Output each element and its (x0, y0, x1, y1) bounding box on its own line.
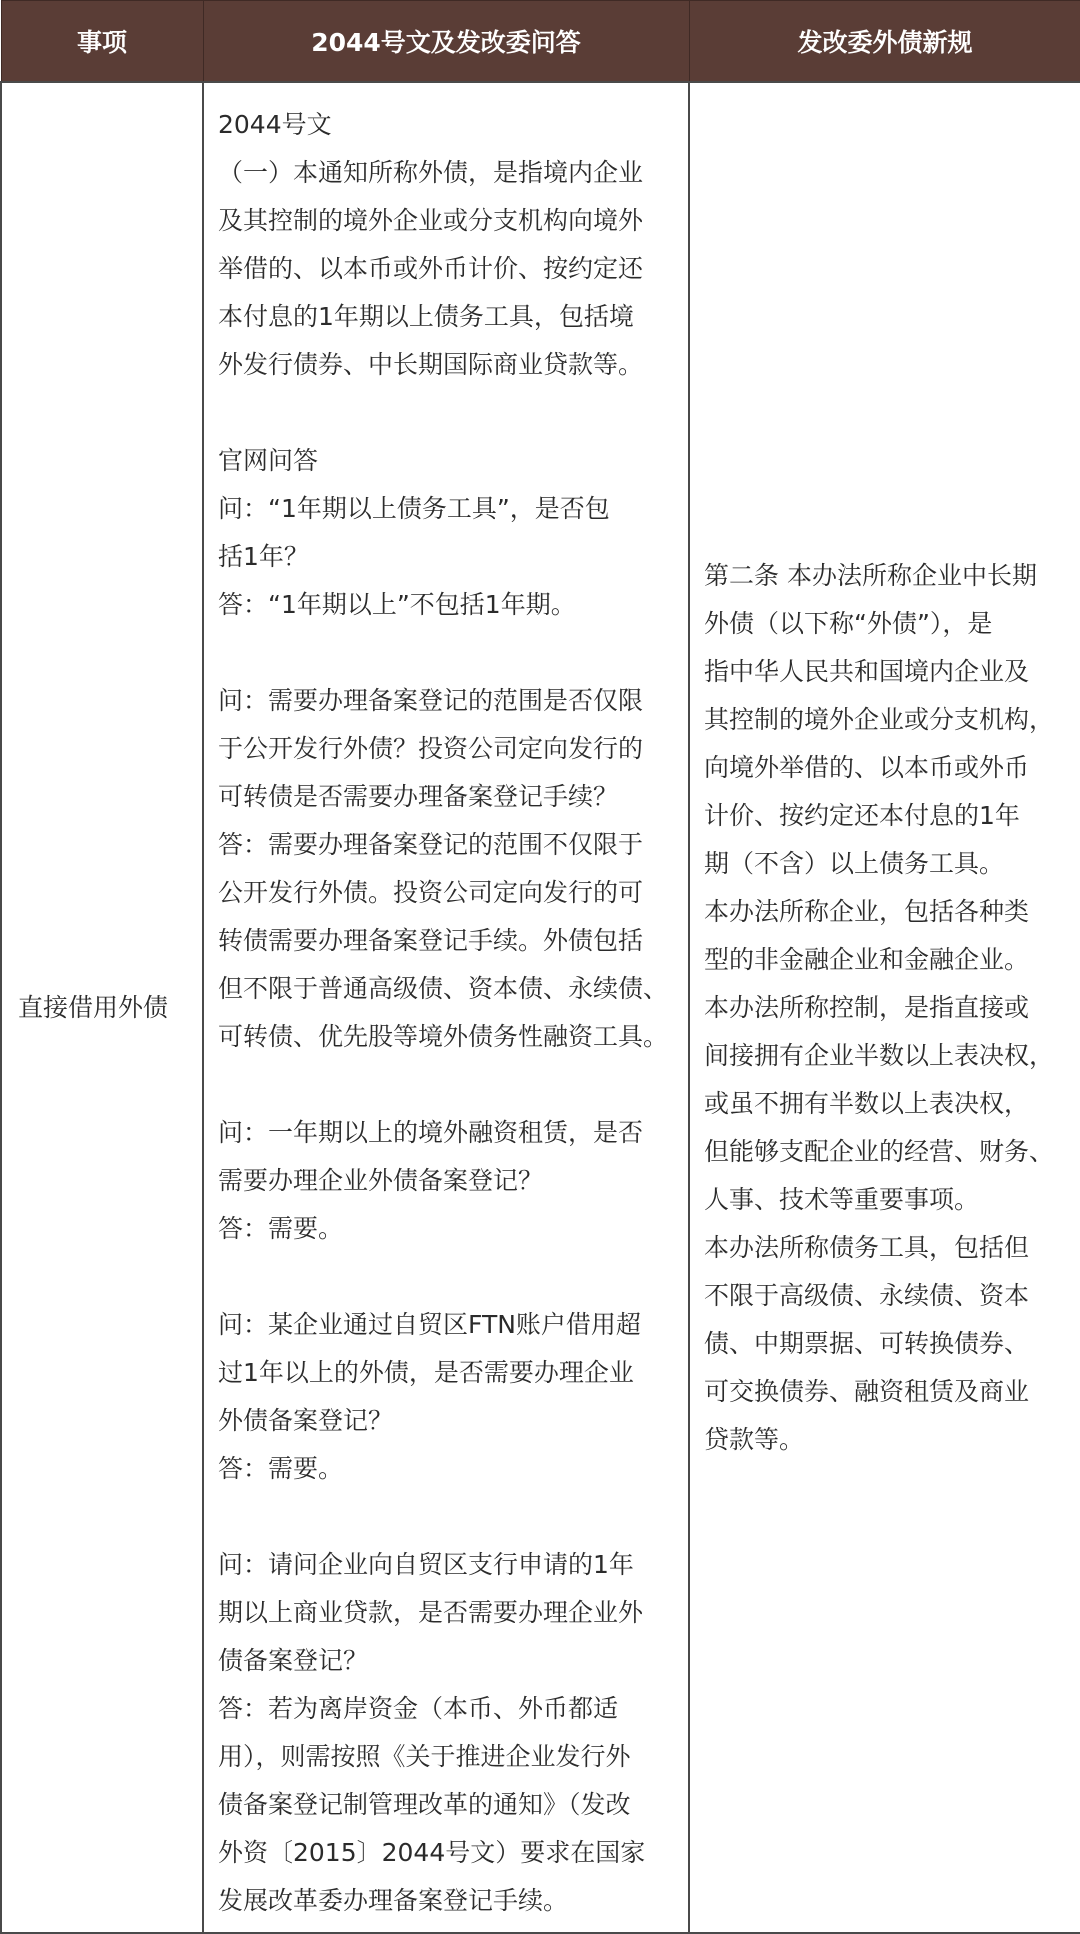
blank-line (218, 389, 688, 437)
text-line: 外债备案登记？ (218, 1405, 394, 1435)
text-line: 问：需要办理备案登记的范围是否仅限 (218, 685, 644, 715)
text-line: 转债需要办理备案登记手续。外债包括 (218, 925, 644, 955)
text-line: 过1年以上的外债，是否需要办理企业 (218, 1357, 634, 1387)
text-line: 债备案登记？ (218, 1645, 369, 1675)
text-line: 贷款等。 (704, 1424, 805, 1454)
text-line: 不限于高级债、永续债、资本 (704, 1280, 1030, 1310)
text-line: 外发行债券、中长期国际商业贷款等。 (218, 349, 644, 379)
text-line: 债备案登记制管理改革的通知》（发改 (218, 1789, 631, 1819)
text-line: 本办法所称企业，包括各种类 (704, 896, 1030, 926)
text-line: 用），则需按照《关于推进企业发行外 (218, 1741, 631, 1771)
text-line: 可转债是否需要办理备案登记手续？ (218, 781, 619, 811)
text-line: 答：“1年期以上”不包括1年期。 (218, 589, 576, 619)
blank-line (218, 1253, 688, 1301)
notice-qa-text (218, 101, 688, 1925)
text-line: 本办法所称控制，是指直接或 (704, 992, 1030, 1022)
text-line: 第二条 本办法所称企业中长期 (704, 560, 1037, 590)
text-line: 2044号文 (218, 109, 332, 139)
text-line: 问：“1年期以上债务工具”，是否包 (218, 493, 610, 523)
header-new-regulation: 发改委外债新规 (689, 1, 1080, 83)
text-line: 括1年？ (218, 541, 309, 571)
text-line: 答：需要办理备案登记的范围不仅限于 (218, 829, 644, 859)
text-line: 答：若为离岸资金（本币、外币都适 (218, 1693, 619, 1723)
text-line: 举借的、以本币或外币计价、按约定还 (218, 253, 644, 283)
text-line: 答：需要。 (218, 1213, 344, 1243)
blank-line (218, 629, 688, 677)
text-line: 答：需要。 (218, 1453, 344, 1483)
text-line: 问：一年期以上的境外融资租赁，是否 (218, 1117, 644, 1147)
blank-line (218, 1493, 688, 1541)
blank-line (218, 1061, 688, 1109)
text-line: 型的非金融企业和金融企业。 (704, 944, 1030, 974)
text-line: 问：请问企业向自贸区支行申请的1年 (218, 1549, 634, 1579)
text-line: 或虽不拥有半数以上表决权， (704, 1088, 1030, 1118)
notice-qa-cell (203, 82, 689, 1933)
text-line: 向境外举借的、以本币或外币 (704, 752, 1030, 782)
text-line: 于公开发行外债？投资公司定向发行的 (218, 733, 644, 763)
header-row (1, 1, 1080, 83)
text-line: 问：某企业通过自贸区FTN账户借用超 (218, 1309, 641, 1339)
text-line: 债、中期票据、可转换债券、 (704, 1328, 1030, 1358)
text-line: 但能够支配企业的经营、财务、 (704, 1136, 1055, 1166)
text-line: 计价、按约定还本付息的1年 (704, 800, 1020, 830)
new-regulation-text (704, 552, 1080, 1464)
new-regulation-cell (689, 82, 1080, 1933)
header-item: 事项 (1, 1, 203, 83)
text-line: 期（不含）以上债务工具。 (704, 848, 1005, 878)
text-line: 公开发行外债。投资公司定向发行的可 (218, 877, 644, 907)
text-line: 但不限于普通高级债、资本债、永续债、 (218, 973, 669, 1003)
text-line: 期以上商业贷款，是否需要办理企业外 (218, 1597, 644, 1627)
table-row (1, 82, 1080, 1933)
text-line: 外资〔2015〕2044号文）要求在国家 (218, 1837, 646, 1867)
text-line: 外债（以下称“外债”），是 (704, 608, 993, 638)
text-line: 本办法所称债务工具，包括但 (704, 1232, 1030, 1262)
text-line: 及其控制的境外企业或分支机构向境外 (218, 205, 644, 235)
item-cell: 直接借用外债 (1, 82, 203, 1933)
text-line: 可转债、优先股等境外债务性融资工具。 (218, 1021, 669, 1051)
header-2044-notice-qa: 2044号文及发改委问答 (203, 1, 689, 83)
text-line: 本付息的1年期以上债务工具，包括境 (218, 301, 634, 331)
text-line: 其控制的境外企业或分支机构， (704, 704, 1055, 734)
text-line: 可交换债券、融资租赁及商业 (704, 1376, 1030, 1406)
text-line: 发展改革委办理备案登记手续。 (218, 1885, 569, 1915)
text-line: 官网问答 (218, 445, 319, 475)
text-line: 人事、技术等重要事项。 (704, 1184, 980, 1214)
text-line: 间接拥有企业半数以上表决权， (704, 1040, 1055, 1070)
text-line: 需要办理企业外债备案登记？ (218, 1165, 544, 1195)
text-line: （一）本通知所称外债，是指境内企业 (218, 157, 644, 187)
text-line: 指中华人民共和国境内企业及 (704, 656, 1030, 686)
